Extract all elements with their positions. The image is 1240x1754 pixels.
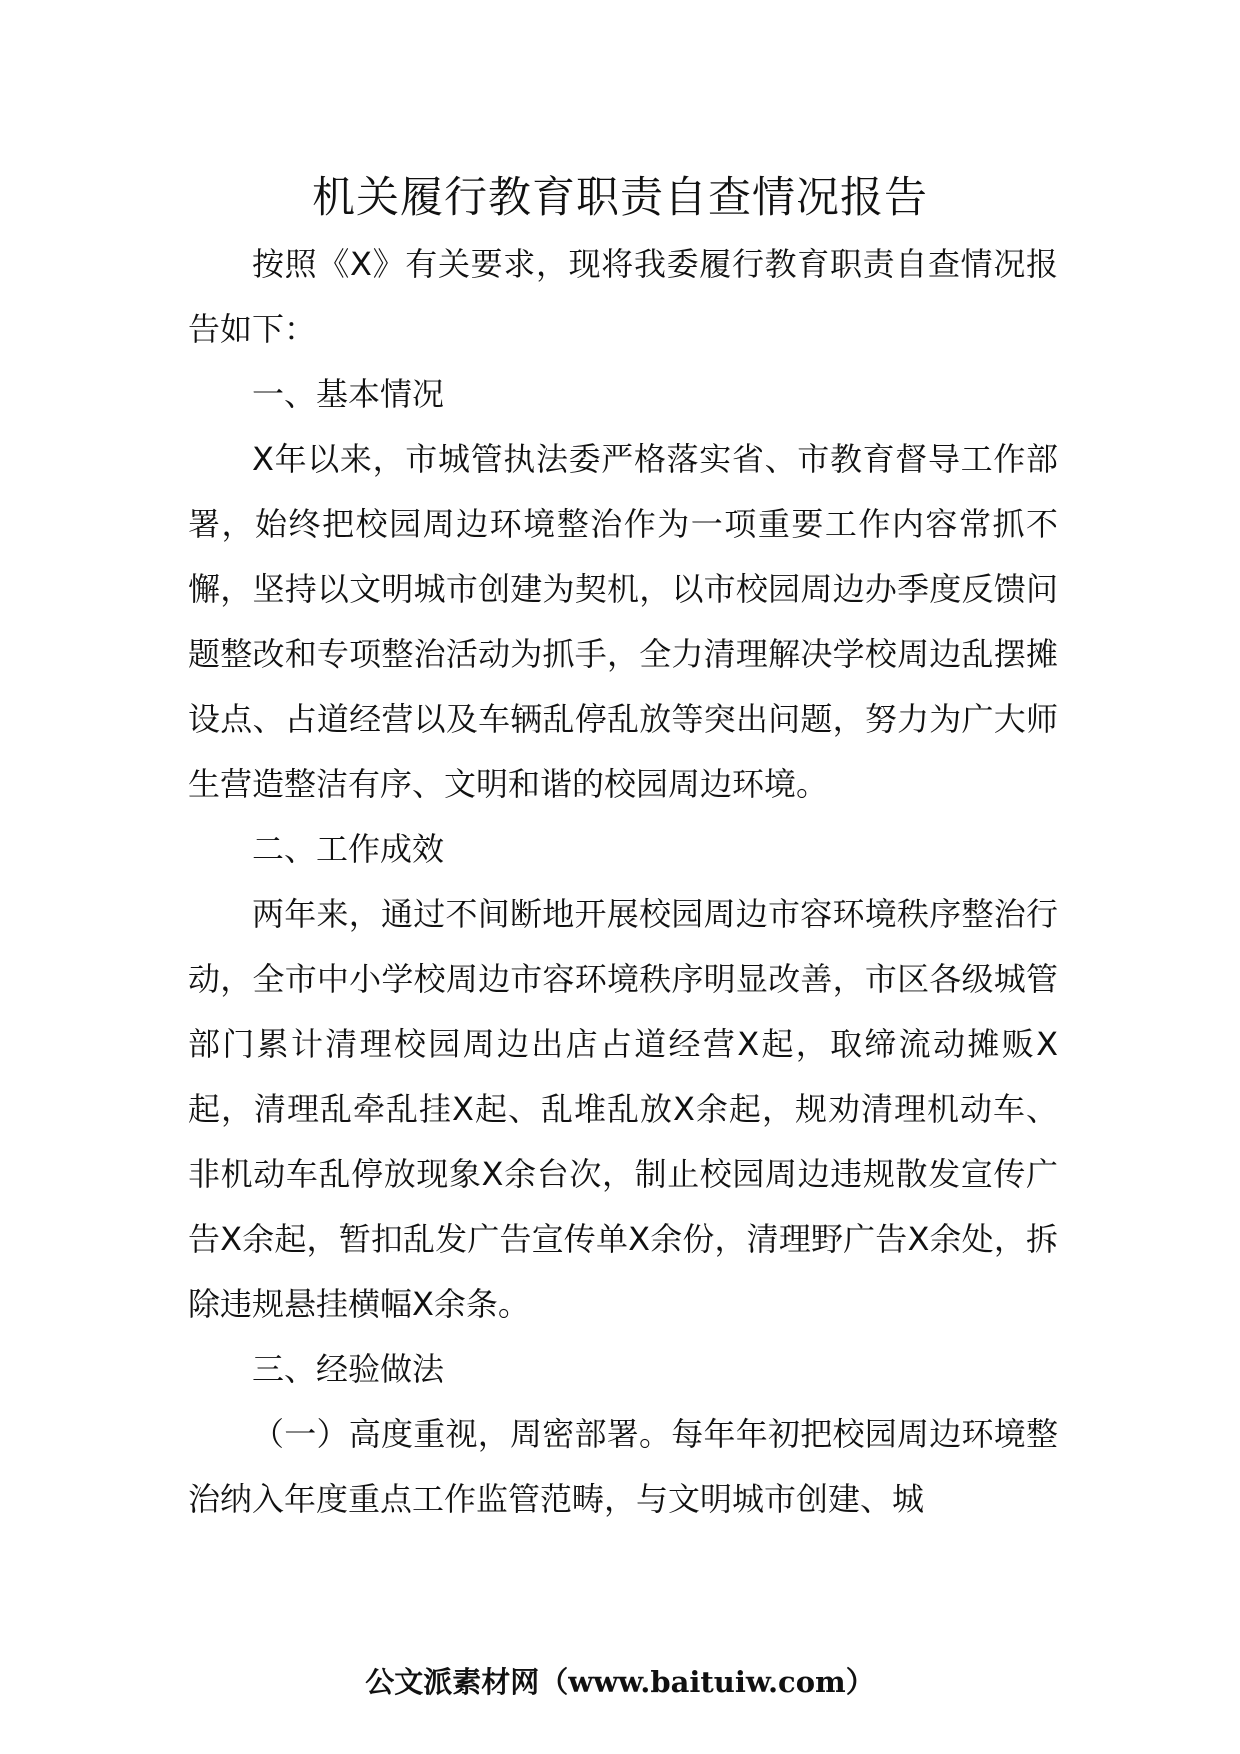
experience-paragraph-1: （一）高度重视，周密部署。每年年初把校园周边环境整治纳入年度重点工作监管范畴，与文明城市创建、城 bbox=[188, 1415, 1058, 1518]
section-heading-experience: 三、经验做法 bbox=[252, 1350, 445, 1388]
watermark-footer: 公文派素材网（www.baituiw.com） bbox=[365, 1665, 875, 1699]
document-body bbox=[188, 232, 1058, 1532]
document-title: 机关履行教育职责自查情况报告 bbox=[312, 173, 928, 223]
section-heading-basic-situation: 一、基本情况 bbox=[252, 375, 445, 413]
section-heading-work-results: 二、工作成效 bbox=[252, 830, 445, 868]
intro-paragraph: 按照《X》有关要求，现将我委履行教育职责自查情况报告如下： bbox=[188, 245, 1058, 348]
work-results-paragraph: 两年来，通过不间断地开展校园周边市容环境秩序整治行动，全市中小学校周边市容环境秩序明显改善，市区各级城管部门累计清理校园周边出店占道经营X起，取缔流动摊贩X起，清理乱牵乱挂X起、乱堆乱放X余起，规劝清理机动车、非机动车乱停放现象X余台次，制止校园周边违规散发宣传广告X余起，暂扣乱发广告宣传单X余份，清理野广告X余处，拆除违规悬挂横幅X余条。 bbox=[188, 895, 1058, 1323]
basic-situation-paragraph: X年以来，市城管执法委严格落实省、市教育督导工作部署，始终把校园周边环境整治作为一项重要工作内容常抓不懈，坚持以文明城市创建为契机，以市校园周边办季度反馈问题整改和专项整治活动为抓手，全力清理解决学校周边乱摆摊设点、占道经营以及车辆乱停乱放等突出问题，努力为广大师生营造整洁有序、文明和谐的校园周边环境。 bbox=[188, 440, 1058, 803]
